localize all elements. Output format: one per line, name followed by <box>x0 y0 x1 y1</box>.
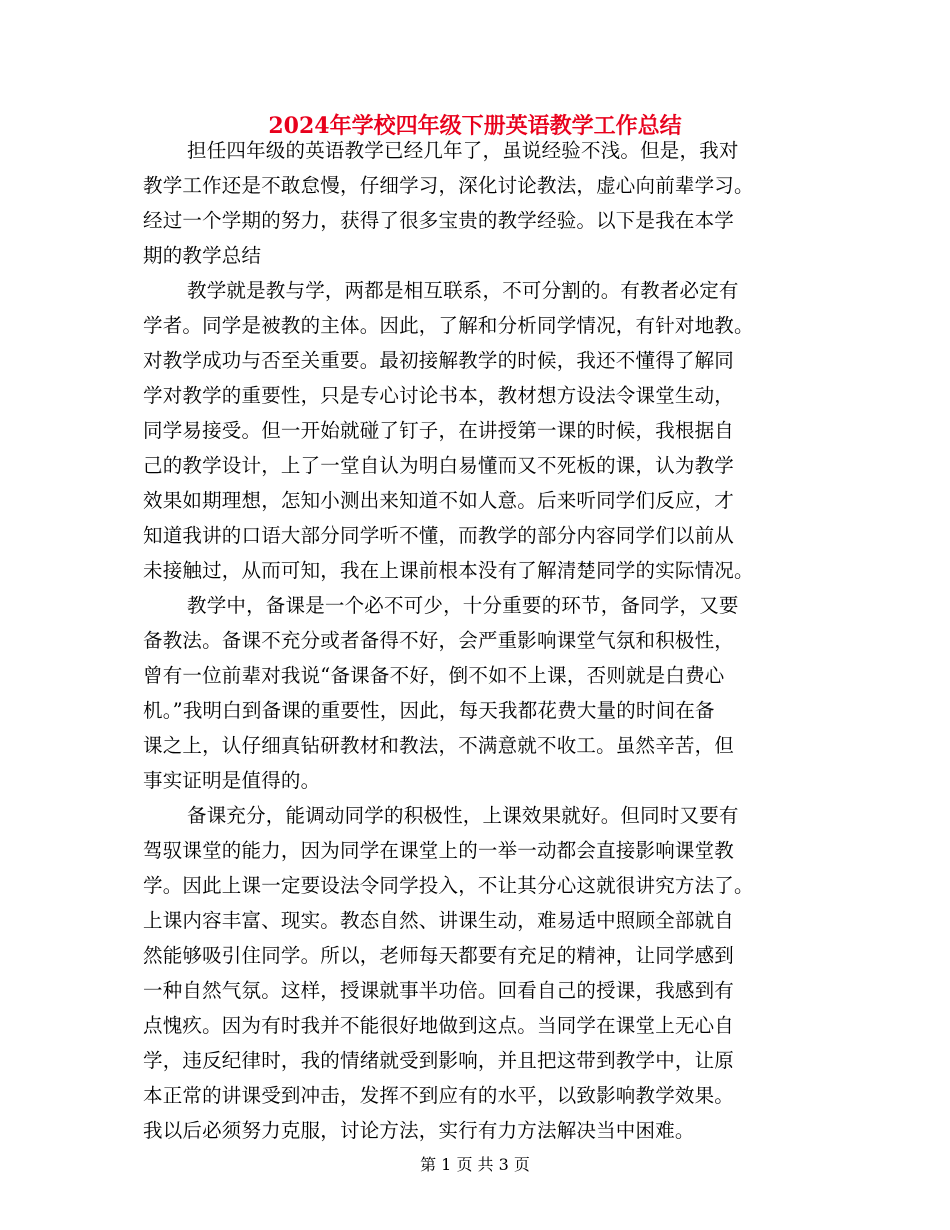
paragraph-4 <box>143 798 813 1148</box>
text-line: 担任四年级的英语教学已经几年了，虽说经验不浅。但是，我对 <box>187 139 739 162</box>
text-line: 未接触过，从而可知，我在上课前根本没有了解清楚同学的实际情况。 <box>143 559 754 582</box>
text-line: 备课充分，能调动同学的积极性，上课效果就好。但同时又要有 <box>187 804 739 827</box>
text-line: 然能够吸引住同学。所以，老师每天都要有充足的精神，让同学感到 <box>143 944 735 967</box>
text-line: 教学工作还是不敢怠慢，仔细学习，深化讨论教法，虚心向前辈学习。 <box>143 174 754 197</box>
document-body <box>143 133 813 1148</box>
text-line: 学对教学的重要性，只是专心讨论书本，教材想方设法令课堂生动， <box>143 384 735 407</box>
text-line: 己的教学设计，上了一堂自认为明白易懂而又不死板的课，认为教学 <box>143 454 735 477</box>
text-line: 一种自然气氛。这样，授课就事半功倍。回看自己的授课，我感到有 <box>143 979 735 1002</box>
page-number-footer: 第 1 页 共 3 页 <box>420 1155 530 1174</box>
paragraph-2 <box>143 273 813 588</box>
paragraph-1 <box>143 133 813 273</box>
text-line: 驾驭课堂的能力，因为同学在课堂上的一举一动都会直接影响课堂教 <box>143 839 735 862</box>
document-title: 2024年学校四年级下册英语教学工作总结 <box>268 113 682 139</box>
text-line: 学，违反纪律时，我的情绪就受到影响，并且把这带到教学中，让原 <box>143 1049 735 1072</box>
text-line: 备教法。备课不充分或者备得不好，会严重影响课堂气氛和积极性， <box>143 629 735 652</box>
text-line: 学者。同学是被教的主体。因此，了解和分析同学情况，有针对地教。 <box>143 314 754 337</box>
text-line: 教学就是教与学，两都是相互联系，不可分割的。有教者必定有 <box>187 279 739 302</box>
text-line: 教学中，备课是一个必不可少，十分重要的环节，备同学，又要 <box>187 594 739 617</box>
text-line: 学。因此上课一定要设法令同学投入，不让其分心这就很讲究方法了。 <box>143 874 754 897</box>
text-line: 经过一个学期的努力，获得了很多宝贵的教学经验。以下是我在本学 <box>143 209 735 232</box>
text-line: 知道我讲的口语大部分同学听不懂，而教学的部分内容同学们以前从 <box>143 524 735 547</box>
text-line: 上课内容丰富、现实。教态自然、讲课生动，难易适中照顾全部就自 <box>143 909 735 932</box>
text-line: 同学易接受。但一开始就碰了钉子，在讲授第一课的时候，我根据自 <box>143 419 735 442</box>
text-line: 我以后必须努力克服，讨论方法，实行有力方法解决当中困难。 <box>143 1119 695 1142</box>
text-line: 曾有一位前辈对我说“备课备不好，倒不如不上课，否则就是白费心 <box>143 664 725 687</box>
text-line: 期的教学总结 <box>143 244 262 267</box>
paragraph-3 <box>143 588 813 798</box>
text-line: 对教学成功与否至关重要。最初接解教学的时候，我还不懂得了解同 <box>143 349 735 372</box>
text-line: 点愧疚。因为有时我并不能很好地做到这点。当同学在课堂上无心自 <box>143 1014 735 1037</box>
text-line: 机。”我明白到备课的重要性，因此，每天我都花费大量的时间在备 <box>143 699 715 722</box>
text-line: 事实证明是值得的。 <box>143 769 321 792</box>
text-line: 课之上，认仔细真钻研教材和教法，不满意就不收工。虽然辛苦，但 <box>143 734 735 757</box>
text-line: 本正常的讲课受到冲击，发挥不到应有的水平，以致影响教学效果。 <box>143 1084 735 1107</box>
text-line: 效果如期理想，怎知小测出来知道不如人意。后来听同学们反应，才 <box>143 489 735 512</box>
